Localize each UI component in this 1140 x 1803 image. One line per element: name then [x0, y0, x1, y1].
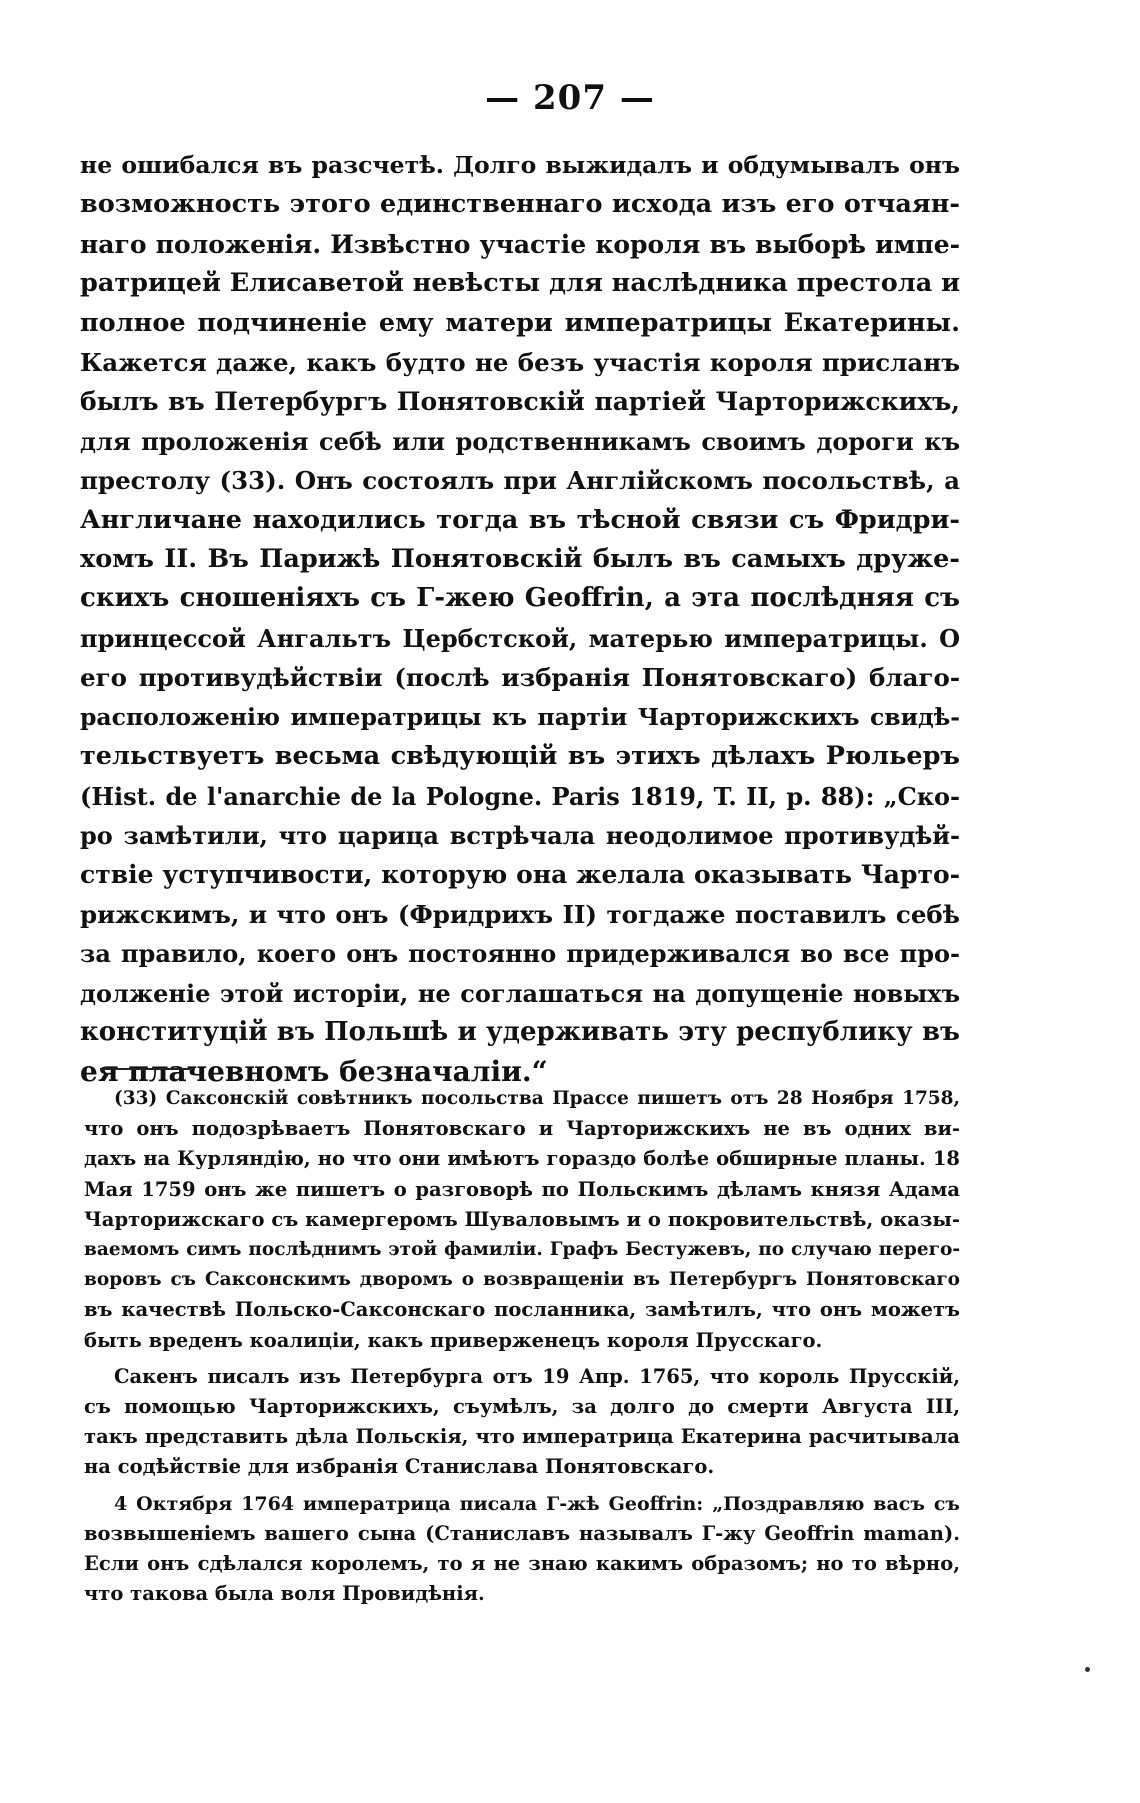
- body-line: возможность этого единственнаго исхода изъ его отчаян-: [80, 189, 960, 220]
- footnote-line: въ качествѣ Польско-Саксонскаго посланника, замѣтилъ, что онъ можетъ: [84, 1298, 960, 1322]
- body-line: Кажется даже, какъ будто не безъ участія короля присланъ: [80, 348, 960, 378]
- body-line: ствіе уступчивости, которую она желала оказывать Чарто-: [80, 860, 960, 890]
- footnote-line: дахъ на Курляндію, но что они имѣютъ гораздо болѣе обширные планы. 18: [84, 1147, 960, 1171]
- body-line: ратрицей Елисаветой невѣсты для наслѣдника престола и: [80, 268, 960, 299]
- footnote-33: [84, 1084, 960, 1356]
- body-line: долженіе этой исторіи, не соглашаться на допущеніе новыхъ: [80, 978, 960, 1008]
- body-line: для проложенія себѣ или родственникамъ своимъ дороги къ: [80, 426, 960, 456]
- footnote-line: Если онъ сдѣлался королемъ, то я не знаю какимъ образомъ; но то вѣрно,: [84, 1552, 960, 1576]
- footnote-line: что такова была воля Провидѣнія.: [84, 1582, 485, 1606]
- footnote-divider: [100, 1068, 195, 1070]
- footnote-line: Сакенъ писалъ изъ Петербурга отъ 19 Апр. 1765, что король Прусскій,: [114, 1364, 960, 1388]
- body-line: полное подчиненіе ему матери императрицы Екатерины.: [80, 307, 960, 338]
- footnote-line: на содѣйствіе для избранія Станислава Понятовскаго.: [84, 1455, 715, 1479]
- footnote-paragraph-geoffrin: [84, 1489, 960, 1610]
- footnote-line: что онъ подозрѣваетъ Понятовскаго и Чарторижскихъ не въ одних ви-: [84, 1117, 960, 1141]
- body-line: престолу (33). Онъ состоялъ при Англійскомъ посольствѣ, а: [80, 466, 960, 496]
- footnote-line: возвышеніемъ вашего сына (Станиславъ называлъ Г-жу Geoffrin maman).: [84, 1521, 960, 1545]
- body-line: ро замѣтили, что царица встрѣчала неодолимое противудѣй-: [80, 820, 960, 850]
- body-line: былъ въ Петербургъ Понятовскій партіей Чарторижскихъ,: [80, 387, 960, 417]
- footnote-paragraph-saken: [84, 1362, 960, 1483]
- footnote-line: ваемомъ симъ послѣднимъ этой фамиліи. Графъ Бестужевъ, по случаю перего-: [84, 1239, 960, 1261]
- footnote-line: съ помощью Чарторижскихъ, съумѣлъ, за долго до смерти Августа III,: [84, 1395, 960, 1419]
- body-line: не ошибался въ разсчетѣ. Долго выжидалъ и обдумывалъ онъ: [80, 151, 960, 179]
- footnote-line: воровъ съ Саксонскимъ дворомъ о возвращеніи въ Петербургъ Понятовскаго: [84, 1269, 960, 1291]
- footnotes: [84, 1084, 960, 1615]
- body-line: конституцій въ Польшѣ и удерживать эту республику въ: [80, 1016, 960, 1047]
- body-line: тельствуетъ весьма свѣдующій въ этихъ дѣлахъ Рюльеръ: [80, 741, 960, 772]
- body-line: скихъ сношеніяхъ съ Г-жею Geoffrin, а эта послѣдняя съ: [80, 583, 960, 614]
- body-line: наго положенія. Извѣстно участіе короля въ выборѣ импе-: [80, 229, 960, 259]
- body-line: (Hist. de l'anarchie de la Pologne. Paris 1819, T. II, p. 88): „Ско-: [80, 781, 960, 811]
- footnote-line: Мая 1759 онъ же пишетъ о разговорѣ по Польскимъ дѣламъ князя Адама: [84, 1177, 960, 1201]
- body-line: расположенію императрицы къ партіи Чарторижскихъ свидѣ-: [80, 702, 960, 731]
- body-line: Англичане находились тогда въ тѣсной связи съ Фридри-: [80, 504, 960, 535]
- body-line: за правило, коего онъ постоянно придерживался во все про-: [80, 939, 960, 969]
- footnote-line: такъ представить дѣла Польскія, что императрица Екатерина расчитывала: [84, 1425, 960, 1449]
- page-number: — 207 —: [485, 78, 655, 118]
- body-line: ея плачевномъ безначаліи.“: [80, 1055, 548, 1089]
- body-line: хомъ II. Въ Парижѣ Понятовскій былъ въ самыхъ друже-: [80, 544, 960, 575]
- footnote-line: быть вреденъ коалиціи, какъ приверженецъ короля Прусскаго.: [84, 1328, 823, 1352]
- footnote-line: 4 Октября 1764 императрица писала Г-жѣ Geoffrin: „Поздравляю васъ съ: [114, 1492, 960, 1515]
- print-speck: [1085, 1667, 1090, 1672]
- footnote-line: (33) Саксонскій совѣтникъ посольства Прассе пишетъ отъ 28 Ноября 1758,: [114, 1088, 960, 1109]
- body-line: принцессой Ангальтъ Цербстской, матерью императрицы. О: [80, 623, 960, 653]
- body-line: его противудѣйствіи (послѣ избранія Понятовскаго) благо-: [80, 663, 960, 693]
- footnote-line: Чарторижскаго съ камергеромъ Шуваловымъ и о покровительствѣ, оказы-: [84, 1207, 960, 1231]
- body-line: рижскимъ, и что онъ (Фридрихъ II) тогдаже поставилъ себѣ: [80, 899, 960, 929]
- body-text: [80, 146, 960, 1092]
